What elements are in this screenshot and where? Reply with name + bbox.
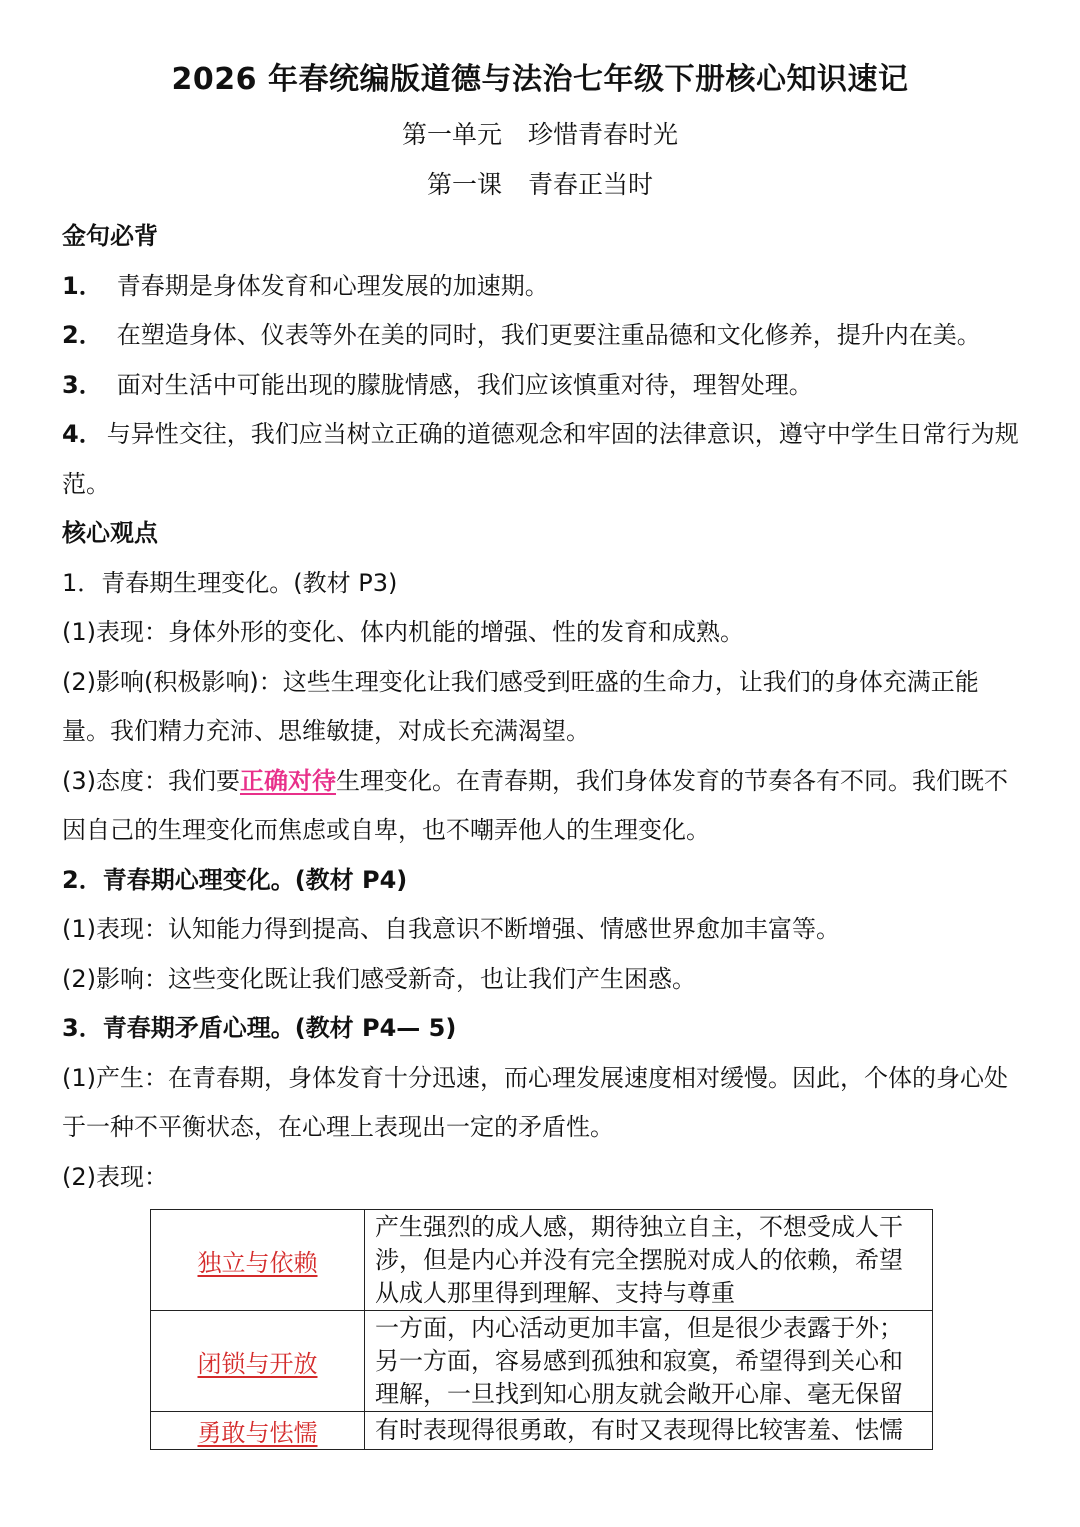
lesson-name: 青春正当时 <box>528 170 654 199</box>
unit-name: 珍惜青春时光 <box>528 120 679 149</box>
section-heading-core: 核心观点 <box>62 519 158 547</box>
item-text: 青春期是身体发育和心理发展的加速期。 <box>116 271 549 300</box>
table-key-cell <box>151 1412 365 1450</box>
lesson-label: 第一课 <box>426 170 502 199</box>
table-row <box>151 1412 933 1450</box>
point-2-a: (1)表现：认知能力得到提高、自我意识不断增强、情感世界愈加丰富等。 <box>62 915 840 943</box>
point-1-heading: 1．青春期生理变化。(教材 P3) <box>62 568 398 597</box>
item-text: 面对生活中可能出现的朦胧情感，我们应该慎重对待，理智处理。 <box>116 370 813 399</box>
point-1-b: (2)影响(积极影响)：这些生理变化让我们感受到旺盛的生命力，让我们的身体充满正能量。我们精力充沛、思维敏捷，对成长充满渴望。 <box>62 667 979 745</box>
point-1-c-pre: (3)态度：我们要 <box>62 766 240 795</box>
unit-label: 第一单元 <box>401 120 502 149</box>
table-key: 独立与依赖 <box>197 1248 318 1277</box>
section-heading-golden: 金句必背 <box>62 222 158 250</box>
content-body <box>62 212 1024 1202</box>
golden-item <box>62 410 1024 509</box>
golden-item <box>62 311 1024 361</box>
golden-item <box>62 361 1024 411</box>
table-key: 勇敢与怯懦 <box>197 1419 318 1447</box>
point-2-b: (2)影响：这些变化既让我们感受新奇，也让我们产生困惑。 <box>62 964 696 993</box>
highlight-keyword: 正确对待 <box>240 766 336 795</box>
point-3-a: (1)产生：在青春期，身体发育十分迅速，而心理发展速度相对缓慢。因此，个体的身心处于一种不平衡状态，在心理上表现出一定的矛盾性。 <box>62 1063 1008 1141</box>
table-row <box>151 1311 933 1412</box>
item-text: 与异性交往，我们应当树立正确的道德观念和牢固的法律意识，遵守中学生日常行为规范。 <box>62 420 1019 498</box>
item-number: 2． <box>62 321 103 349</box>
item-number: 4． <box>62 420 103 448</box>
point-1-a: (1)表现：身体外形的变化、体内机能的增强、性的发育和成熟。 <box>62 618 744 646</box>
golden-item <box>62 262 1024 312</box>
table-desc-cell: 有时表现得很勇敢，有时又表现得比较害羞、怯懦 <box>365 1412 933 1450</box>
item-text: 在塑造身体、仪表等外在美的同时，我们更要注重品德和文化修养，提升内在美。 <box>116 321 981 349</box>
contradiction-table <box>150 1209 933 1450</box>
unit-heading <box>0 117 1080 153</box>
table-row <box>151 1210 933 1311</box>
table-desc-cell: 产生强烈的成人感，期待独立自主，不想受成人干涉，但是内心并没有完全摆脱对成人的依赖，希望从成人那里得到理解、支持与尊重 <box>365 1210 933 1311</box>
table-key-cell <box>151 1311 365 1412</box>
point-3-b: (2)表现： <box>62 1162 168 1191</box>
table-key: 闭锁与开放 <box>197 1349 318 1378</box>
table-desc-cell: 一方面，内心活动更加丰富，但是很少表露于外；另一方面，容易感到孤独和寂寞，希望得到关心和理解，一旦找到知心朋友就会敞开心扉、毫无保留 <box>365 1311 933 1412</box>
page-title: 2026 年春统编版道德与法治七年级下册核心知识速记 <box>171 62 909 97</box>
point-3-heading: 3．青春期矛盾心理。(教材 P4— 5) <box>62 1014 457 1042</box>
lesson-heading <box>0 167 1080 203</box>
item-number: 3． <box>62 370 103 399</box>
point-1-c <box>62 757 1024 856</box>
item-number: 1． <box>62 271 103 300</box>
point-2-heading: 2．青春期心理变化。(教材 P4) <box>62 865 408 894</box>
point-1-c-post: 生理变化。在青春期，我们身体发育的节奏各有不同。我们既不因自己的生理变化而焦虑或自卑，也不嘲弄他人的生理变化。 <box>62 766 1008 844</box>
table-key-cell <box>151 1210 365 1311</box>
